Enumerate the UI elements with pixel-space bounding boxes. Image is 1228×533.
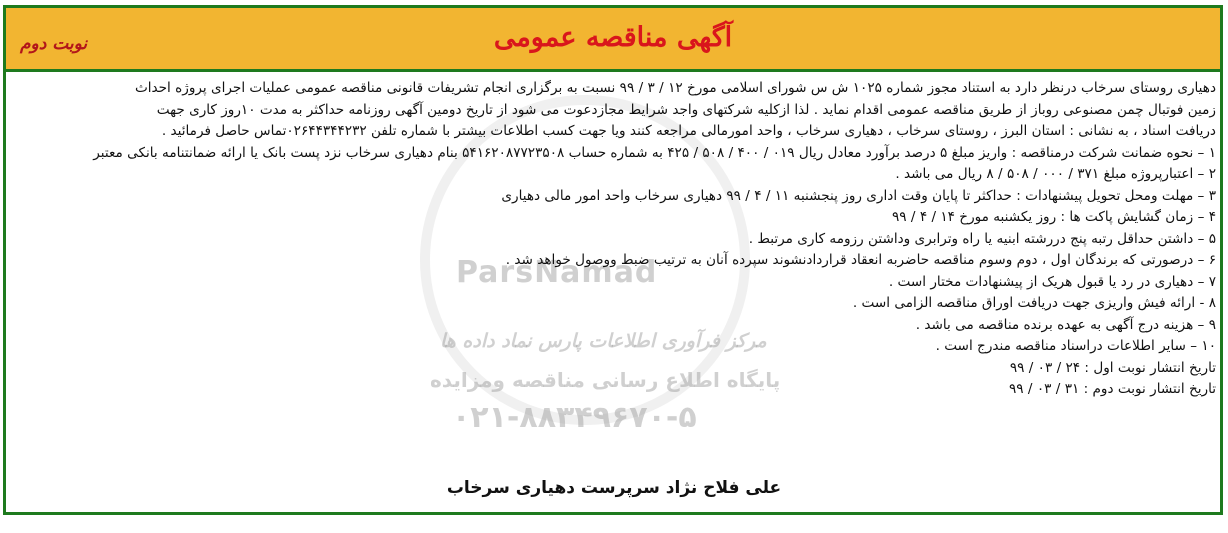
notice-body — [10, 78, 1216, 401]
watermark-line1: مرکز فرآوری اطلاعات پارس نماد داده ها — [440, 330, 767, 352]
intro-line: دهیاری روستای سرخاب درنظر دارد به استناد مجوز شماره ۱۰۲۵ ش س شورای اسلامی مورخ ۱۲ / ۳ / ۹۹ نسبت به برگزاری انجام تشریفات قانونی مناقصه عمومی عملیات اجرای پروژه احداث — [134, 80, 1216, 96]
date-line: تاریخ انتشار نوبت اول : ۲۴ / ۰۳ / ۹۹ — [1009, 359, 1216, 376]
item-line: ۱۰ – سایر اطلاعات دراسناد مناقصه مندرج است . — [935, 338, 1216, 354]
notice-header — [6, 8, 1220, 72]
watermark-brand: ParsNamad — [456, 255, 658, 290]
item-line: ۶ – درصورتی که برندگان اول ، دوم وسوم مناقصه حاضربه انعقاد قراردادنشوند سپرده آنان به ترتیب ضبط ووصول خواهد شد . — [505, 252, 1216, 268]
signature: علی فلاح نژاد سرپرست دهیاری سرخاب — [446, 478, 782, 498]
item-line: ۵ – داشتن حداقل رتبه پنج دررشته ابنیه یا راه وترابری وداشتن رزومه کاری مرتبط . — [748, 230, 1216, 247]
item-line: ۹ – هزینه درج آگهی به عهده برنده مناقصه می باشد . — [915, 316, 1216, 333]
item-line: ۷ – دهیاری در رد یا قبول هریک از پیشنهادات مختار است . — [888, 273, 1216, 290]
item-line: ۴ – زمان گشایش پاکت ها : روز یکشنبه مورخ ۱۴ / ۴ / ۹۹ — [891, 209, 1216, 225]
notice-title: آگهی مناقصه عمومی — [493, 22, 733, 53]
item-line: ۲ – اعتبارپروژه مبلغ ۳۷۱ / ۰۰۰ / ۵۰۸ / ۸ ریال می باشد . — [895, 166, 1216, 182]
intro-line: زمین فوتبال چمن مصنوعی روباز از طریق مناقصه عمومی اقدام نماید . لذا ازکلیه شرکتهای واجد شرایط مجازدعوت می شود از تاریخ دومین آگهی روزنامه حداکثر به مدت ۱۰روز کاری جهت — [156, 101, 1216, 118]
date-line: تاریخ انتشار نوبت دوم : ۳۱ / ۰۳ / ۹۹ — [1009, 381, 1216, 397]
round-label: نوبت دوم — [20, 34, 88, 54]
watermark-line2: پایگاه اطلاع رسانی مناقصه ومزایده — [430, 368, 781, 392]
item-line: ۳ – مهلت ومحل تحویل پیشنهادات : حداکثر تا پایان وقت اداری روز پنجشنبه ۱۱ / ۴ / ۹۹ دهیاری سرخاب واحد امور مالی دهیاری — [501, 187, 1216, 204]
item-line: ۸ - ارائه فیش واریزی جهت دریافت اوراق مناقصه الزامی است . — [852, 295, 1216, 311]
intro-line: دریافت اسناد ، به نشانی : استان البرز ، روستای سرخاب ، دهیاری سرخاب ، واحد امورمالی مراجعه کنند ویا جهت کسب اطلاعات بیشتر با شماره تلفن ۰۲۶۴۴۳۴۴۲۳۲تماس حاصل فرمائید . — [161, 123, 1216, 139]
watermark-phone: ۰۲۱-۸۸۳۴۹۶۷۰-۵ — [452, 400, 697, 435]
item-line: ۱ – نحوه ضمانت شرکت درمناقصه : واریز مبلغ ۵ درصد برآورد معادل ریال ۰۱۹ / ۴۰۰ / ۵۰۸ / ۴۲۵ به شماره حساب ۵۴۱۶۲۰۸۷۷۲۳۵۰۸ بنام دهیاری سرخاب نزد پست بانک یا ارائه ضمانتنامه بانکی معتبر — [93, 144, 1216, 161]
